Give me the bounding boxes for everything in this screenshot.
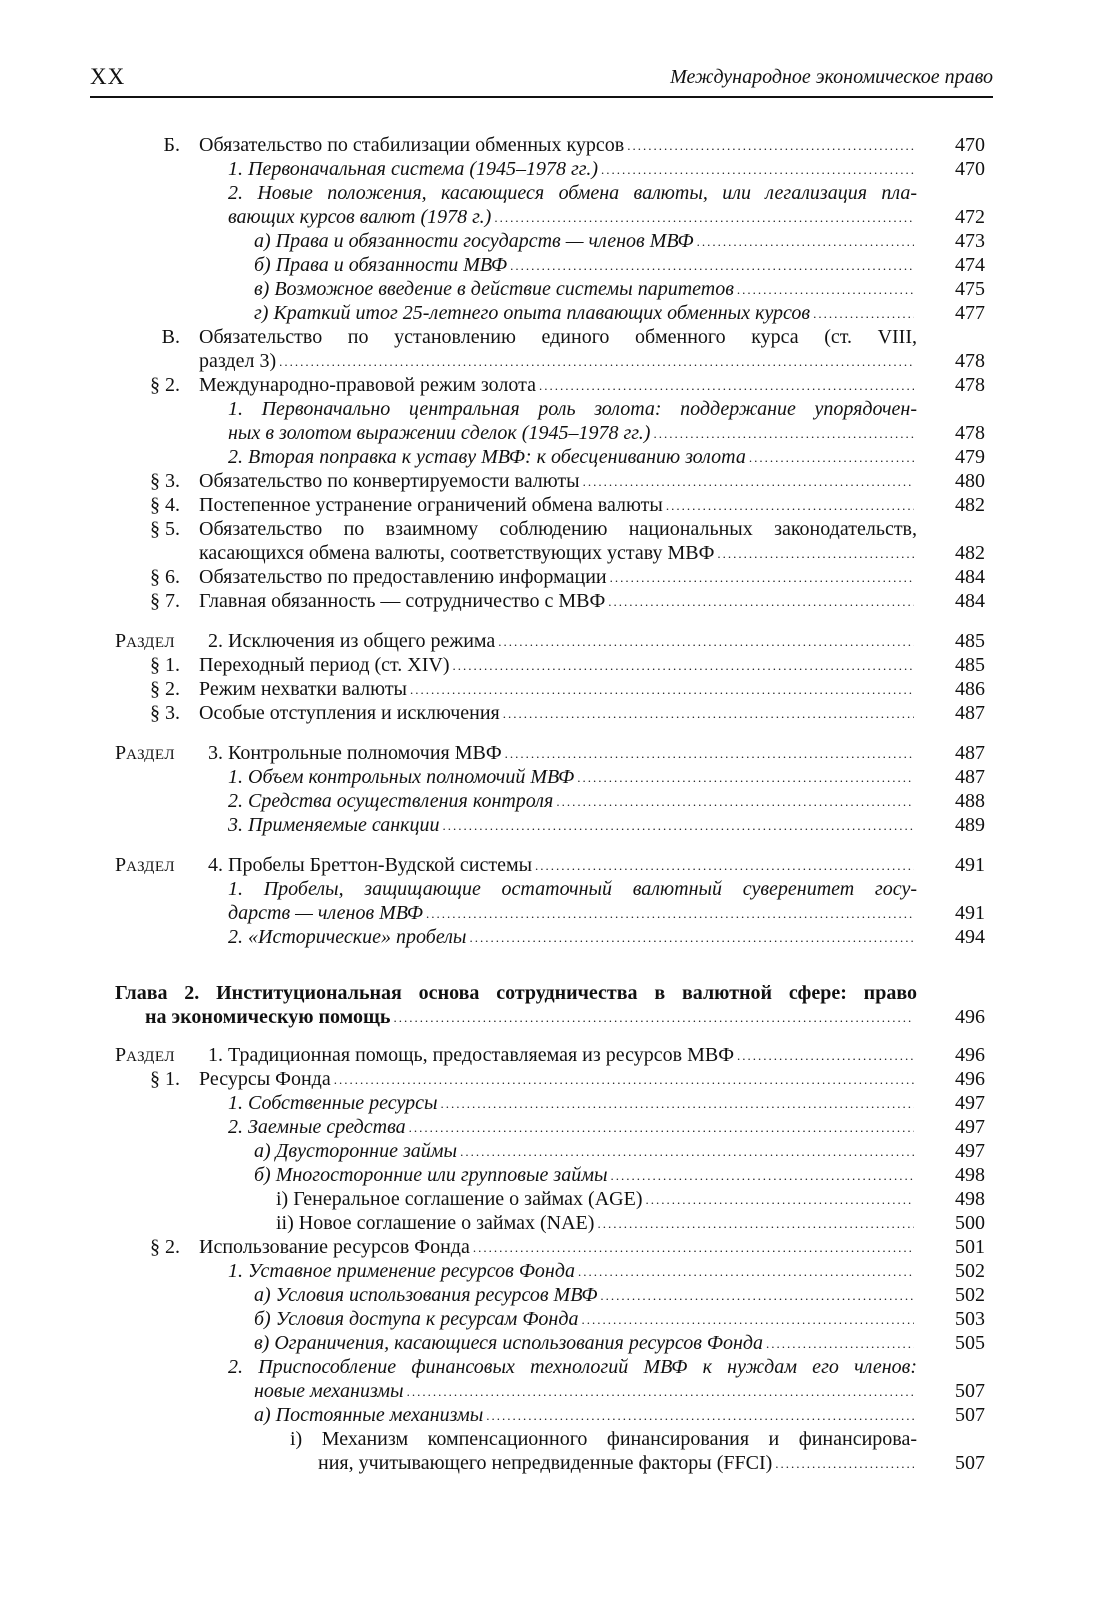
toc-entry-title: 2. Новые положения, касающиеся обмена валюты, или легализация пла- <box>228 182 917 204</box>
toc-entry-title: дарств — членов МВФ <box>228 902 424 924</box>
toc-entry <box>0 133 1099 157</box>
toc-entry <box>0 925 1099 949</box>
dot-leader <box>737 276 914 302</box>
toc-entry <box>0 157 1099 181</box>
toc-page-number: 485 <box>955 654 985 676</box>
dot-leader <box>494 204 914 230</box>
toc-entry <box>0 325 1099 349</box>
toc-page-number: 489 <box>955 814 985 836</box>
toc-entry-title: Ресурсы Фонда <box>199 1068 331 1090</box>
toc-page-number: 502 <box>955 1260 985 1282</box>
toc-page-number: 498 <box>955 1188 985 1210</box>
toc-entry <box>0 1403 1099 1427</box>
toc-page-number: 470 <box>955 158 985 180</box>
toc-entry-title: i) Генеральное соглашение о займах (AGE) <box>276 1188 643 1210</box>
toc-entry-number: Б. <box>163 134 180 156</box>
toc-entry-title: б) Условия доступа к ресурсам Фонда <box>254 1308 579 1330</box>
toc-entry-number: РАЗДЕЛ <box>115 854 176 876</box>
toc-page-number: 497 <box>955 1092 985 1114</box>
toc-entry-title: i) Механизм компенсационного финансирования и финансирова- <box>290 1428 917 1450</box>
toc-entry-title: ния, учитывающего непредвиденные факторы (FFCI) <box>318 1452 773 1474</box>
toc-entry <box>0 181 1099 205</box>
dot-leader <box>697 228 914 254</box>
toc-page-number: 497 <box>955 1116 985 1138</box>
toc-entry <box>0 901 1099 925</box>
toc-entry-title: б) Права и обязанности МВФ <box>254 254 508 276</box>
toc-page-number: 484 <box>955 590 985 612</box>
toc-page-number: 478 <box>955 374 985 396</box>
toc-entry <box>0 517 1099 541</box>
toc-entry-title: Переходный период (ст. XIV) <box>199 654 450 676</box>
toc-entry <box>0 653 1099 677</box>
dot-leader <box>578 1258 914 1284</box>
dot-leader <box>610 564 914 590</box>
toc-entry <box>0 629 1099 653</box>
dot-leader <box>498 628 914 654</box>
toc-entry <box>0 1331 1099 1355</box>
toc-entry-title: 2. Средства осуществления контроля <box>228 790 554 812</box>
toc-entry-title: 2. «Исторические» пробелы <box>228 926 467 948</box>
toc-entry-title: Использование ресурсов Фонда <box>199 1236 470 1258</box>
dot-leader <box>581 1306 914 1332</box>
toc-entry-number: В. <box>161 326 180 348</box>
toc-entry <box>0 301 1099 325</box>
toc-entry <box>0 541 1099 565</box>
toc-entry <box>0 1005 1099 1029</box>
toc-page-number: 473 <box>955 230 985 252</box>
toc-page-number: 484 <box>955 566 985 588</box>
dot-leader <box>510 252 914 278</box>
toc-entry <box>0 677 1099 701</box>
toc-entry-title: Главная обязанность — сотрудничество с МВФ <box>199 590 606 612</box>
toc-entry-title: касающихся обмена валюты, соответствующих уставу МВФ <box>199 542 715 564</box>
toc-entry-title: Постепенное устранение ограничений обмена валюты <box>199 494 663 516</box>
toc-page-number: 507 <box>955 1452 985 1474</box>
toc-entry <box>0 1187 1099 1211</box>
dot-leader <box>645 1186 914 1212</box>
dot-leader <box>611 1162 915 1188</box>
toc-entry-number: § 5. <box>150 518 180 540</box>
toc-entry-number: § 1. <box>150 654 180 676</box>
toc-entry <box>0 1091 1099 1115</box>
toc-page-number: 472 <box>955 206 985 228</box>
toc-page-number: 478 <box>955 422 985 444</box>
toc-entry-title: Обязательство по взаимному соблюдению национальных законодательств, <box>199 518 917 540</box>
toc-entry <box>0 1043 1099 1067</box>
dot-leader <box>600 1282 914 1308</box>
toc-page-number: 478 <box>955 350 985 372</box>
toc-entry-number: § 3. <box>150 470 180 492</box>
page-number: XX <box>90 64 126 89</box>
dot-leader <box>666 492 914 518</box>
dot-leader <box>627 132 914 158</box>
toc-entry-title: 1. Традиционная помощь, предоставляемая из ресурсов МВФ <box>208 1044 734 1066</box>
toc-entry <box>0 229 1099 253</box>
dot-leader <box>409 1114 914 1140</box>
dot-leader <box>469 924 914 950</box>
toc-entry <box>0 1427 1099 1451</box>
toc-entry-title: 1. Объем контрольных полномочий МВФ <box>228 766 575 788</box>
toc-entry-title: 3. Применяемые санкции <box>228 814 440 836</box>
toc-page-number: 487 <box>955 702 985 724</box>
toc-page-number: 491 <box>955 902 985 924</box>
dot-leader <box>556 788 914 814</box>
toc-entry-title: а) Права и обязанности государств — членов МВФ <box>254 230 694 252</box>
dot-leader <box>737 1042 914 1068</box>
toc-page-number: 494 <box>955 926 985 948</box>
toc-entry-title: г) Краткий итог 25-летнего опыта плавающих обменных курсов <box>254 302 811 324</box>
toc-page-number: 486 <box>955 678 985 700</box>
toc-entry <box>0 981 1099 1005</box>
toc-entry-title: 1. Первоначально центральная роль золота: поддержание упорядочен- <box>228 398 917 420</box>
toc-entry <box>0 1139 1099 1163</box>
toc-entry-title: Обязательство по предоставлению информации <box>199 566 607 588</box>
toc-entry <box>0 205 1099 229</box>
toc-entry <box>0 1163 1099 1187</box>
dot-leader <box>486 1402 914 1428</box>
dot-leader <box>717 540 914 566</box>
toc-entry <box>0 1451 1099 1475</box>
toc-page-number: 501 <box>955 1236 985 1258</box>
toc-page-number: 491 <box>955 854 985 876</box>
dot-leader <box>766 1330 914 1356</box>
running-header <box>90 62 993 98</box>
dot-leader <box>539 372 914 398</box>
toc-entry-title: Режим нехватки валюты <box>199 678 407 700</box>
toc-entry <box>0 277 1099 301</box>
toc-entry-title: на экономическую помощь <box>145 1006 391 1028</box>
toc-entry <box>0 1355 1099 1379</box>
toc-entry-title: раздел 3) <box>199 350 277 372</box>
toc-entry <box>0 1211 1099 1235</box>
toc-page-number: 500 <box>955 1212 985 1234</box>
toc-entry <box>0 589 1099 613</box>
toc-page-number: 470 <box>955 134 985 156</box>
toc-entry-number: § 3. <box>150 702 180 724</box>
dot-leader <box>503 700 914 726</box>
toc-entry <box>0 741 1099 765</box>
dot-leader <box>334 1066 914 1092</box>
toc-page-number: 475 <box>955 278 985 300</box>
toc-entry-title: а) Двусторонние займы <box>254 1140 458 1162</box>
dot-leader <box>473 1234 914 1260</box>
toc-page-number: 474 <box>955 254 985 276</box>
toc-entry-title: Обязательство по стабилизации обменных курсов <box>199 134 625 156</box>
toc-entry-title: Обязательство по установлению единого обменного курса (ст. VIII, <box>199 326 917 348</box>
toc-entry <box>0 1307 1099 1331</box>
toc-entry <box>0 1379 1099 1403</box>
toc-entry <box>0 493 1099 517</box>
dot-leader <box>608 588 914 614</box>
toc-entry-title: 2. Приспособление финансовых технологий МВФ к нуждам его членов: <box>228 1356 917 1378</box>
dot-leader <box>460 1138 914 1164</box>
toc-entry <box>0 813 1099 837</box>
toc-entry <box>0 877 1099 901</box>
toc-entry <box>0 421 1099 445</box>
toc-page-number: 496 <box>955 1044 985 1066</box>
toc-entry-number: § 2. <box>150 374 180 396</box>
toc-entry-title: 2. Вторая поправка к уставу МВФ: к обесцениванию золота <box>228 446 746 468</box>
running-title: Международное экономическое право <box>670 66 993 88</box>
toc-entry-title: Обязательство по конвертируемости валюты <box>199 470 580 492</box>
toc-entry-title: Глава 2. Институциональная основа сотрудничества в валютной сфере: право <box>115 982 917 1004</box>
toc-entry-title: новые механизмы <box>254 1380 404 1402</box>
toc-page-number: 485 <box>955 630 985 652</box>
toc-entry-title: вающих курсов валют (1978 г.) <box>228 206 492 228</box>
dot-leader <box>653 420 914 446</box>
toc-page-number: 496 <box>955 1006 985 1028</box>
toc-entry-number: § 4. <box>150 494 180 516</box>
toc-page-number: 496 <box>955 1068 985 1090</box>
toc-entry-title: 1. Пробелы, защищающие остаточный валютный суверенитет госу- <box>228 878 917 900</box>
toc-entry <box>0 1067 1099 1091</box>
toc-entry <box>0 1259 1099 1283</box>
toc-page-number: 480 <box>955 470 985 492</box>
dot-leader <box>426 900 914 926</box>
dot-leader <box>505 740 914 766</box>
toc-page-number: 488 <box>955 790 985 812</box>
toc-entry <box>0 765 1099 789</box>
toc-page-number: 482 <box>955 494 985 516</box>
toc-entry-number: § 1. <box>150 1068 180 1090</box>
toc-entry-title: в) Возможное введение в действие системы паритетов <box>254 278 734 300</box>
dot-leader <box>452 652 914 678</box>
toc-entry <box>0 565 1099 589</box>
toc-page-number: 487 <box>955 766 985 788</box>
toc-page-number: 507 <box>955 1404 985 1426</box>
toc-entry <box>0 445 1099 469</box>
toc-entry <box>0 397 1099 421</box>
toc-entry-title: 1. Первоначальная система (1945–1978 гг.) <box>228 158 598 180</box>
dot-leader <box>749 444 914 470</box>
toc-entry <box>0 1283 1099 1307</box>
toc-entry-title: а) Условия использования ресурсов МВФ <box>254 1284 598 1306</box>
toc-page-number: 503 <box>955 1308 985 1330</box>
toc-page-number: 497 <box>955 1140 985 1162</box>
toc-entry <box>0 253 1099 277</box>
toc-page-number: 482 <box>955 542 985 564</box>
toc-entry-title: 4. Пробелы Бреттон-Вудской системы <box>208 854 533 876</box>
dot-leader <box>813 300 914 326</box>
dot-leader <box>535 852 914 878</box>
toc-entry-title: 3. Контрольные полномочия МВФ <box>208 742 502 764</box>
toc-entry <box>0 349 1099 373</box>
dot-leader <box>583 468 914 494</box>
toc-entry <box>0 373 1099 397</box>
toc-entry <box>0 1115 1099 1139</box>
toc-entry <box>0 469 1099 493</box>
toc-page-number: 487 <box>955 742 985 764</box>
dot-leader <box>441 1090 914 1116</box>
toc-entry-title: 2. Исключения из общего режима <box>208 630 496 652</box>
toc-entry-title: б) Многосторонние или групповые займы <box>254 1164 608 1186</box>
toc-entry-number: РАЗДЕЛ <box>115 1044 176 1066</box>
toc-entry-number: § 2. <box>150 1236 180 1258</box>
toc-page-number: 477 <box>955 302 985 324</box>
toc-entry-title: 2. Заемные средства <box>228 1116 406 1138</box>
dot-leader <box>775 1450 914 1476</box>
toc-entry-title: Международно-правовой режим золота <box>199 374 536 396</box>
toc-page-number: 498 <box>955 1164 985 1186</box>
toc-entry-title: ii) Новое соглашение о займах (NAE) <box>276 1212 595 1234</box>
toc-entry <box>0 853 1099 877</box>
toc-entry-title: 1. Собственные ресурсы <box>228 1092 438 1114</box>
dot-leader <box>443 812 914 838</box>
dot-leader <box>410 676 914 702</box>
toc-entry <box>0 701 1099 725</box>
dot-leader <box>393 1004 914 1030</box>
toc-entry-number: § 2. <box>150 678 180 700</box>
toc-page-number: 502 <box>955 1284 985 1306</box>
toc-entry-title: Особые отступления и исключения <box>199 702 500 724</box>
toc-entry <box>0 789 1099 813</box>
toc-page-number: 479 <box>955 446 985 468</box>
toc-entry-number: РАЗДЕЛ <box>115 630 176 652</box>
dot-leader <box>601 156 914 182</box>
dot-leader <box>407 1378 914 1404</box>
toc-entry-title: а) Постоянные механизмы <box>254 1404 484 1426</box>
dot-leader <box>597 1210 914 1236</box>
toc-page-number: 505 <box>955 1332 985 1354</box>
dot-leader <box>279 348 914 374</box>
toc-entry <box>0 1235 1099 1259</box>
toc-entry-number: § 7. <box>150 590 180 612</box>
toc-entry-title: ных в золотом выражении сделок (1945–1978 гг.) <box>228 422 651 444</box>
dot-leader <box>577 764 914 790</box>
toc-entry-title: в) Ограничения, касающиеся использования ресурсов Фонда <box>254 1332 764 1354</box>
toc-entry-number: РАЗДЕЛ <box>115 742 176 764</box>
toc-entry-number: § 6. <box>150 566 180 588</box>
toc-page-number: 507 <box>955 1380 985 1402</box>
toc-entry-title: 1. Уставное применение ресурсов Фонда <box>228 1260 575 1282</box>
